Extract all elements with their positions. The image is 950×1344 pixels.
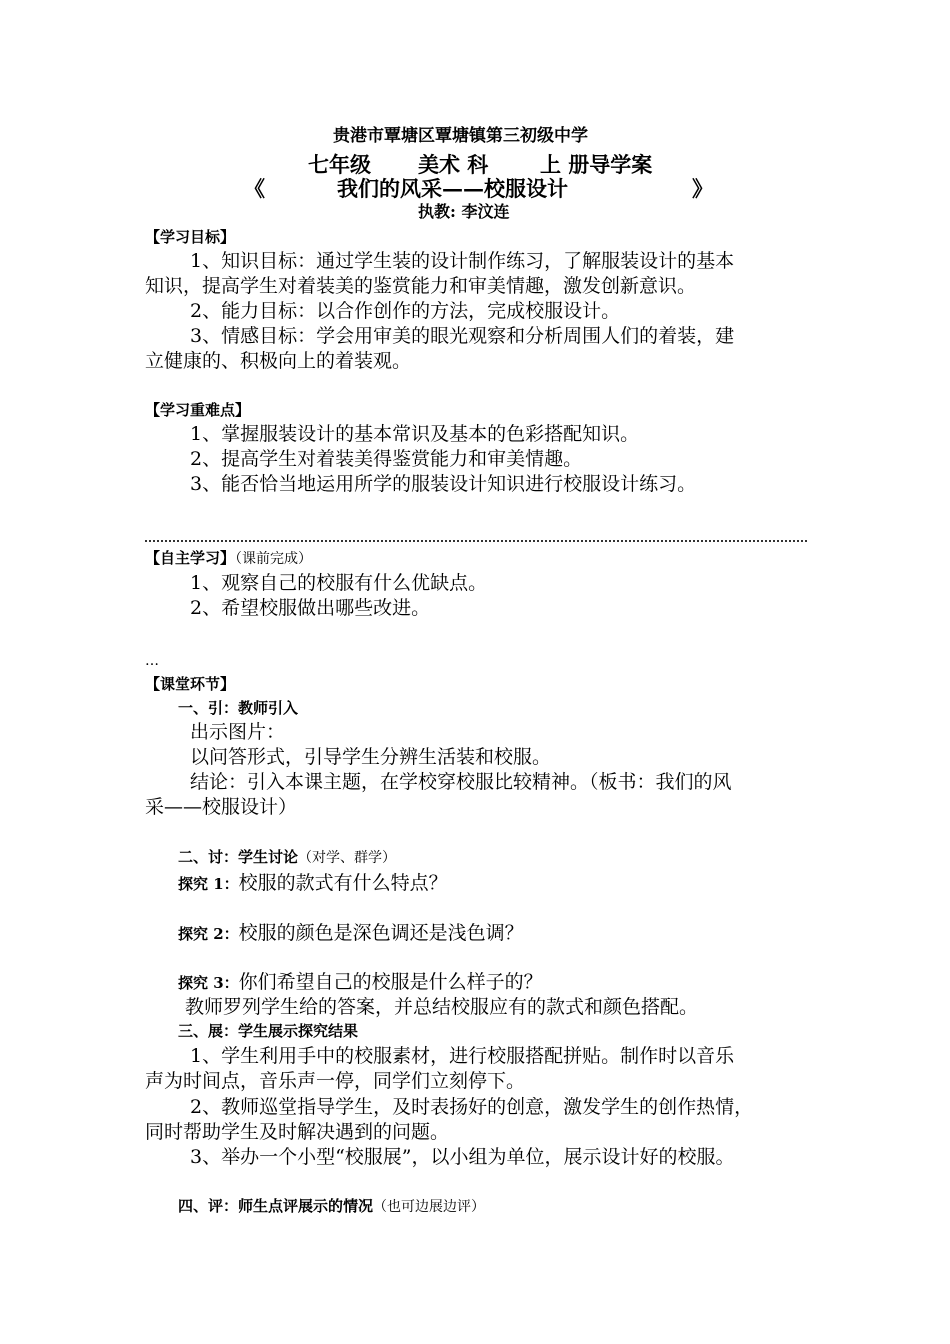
part4-title (178, 1199, 485, 1214)
part2-summary: 教师罗列学生给的答案，并总结校服应有的款式和颜色搭配。 (185, 996, 699, 1018)
part3-line: 同时帮助学生及时解决遇到的问题。 (145, 1121, 450, 1143)
part2-title (178, 850, 396, 865)
part3-line: 3、举办一个小型“校服展”，以小组为单位，展示设计好的校服。 (190, 1146, 735, 1168)
objectives-heading: 【学习目标】 (145, 228, 236, 246)
part4-title-text: 四、评：师生点评展示的情况 (178, 1197, 374, 1215)
lesson-title: 我们的风采——校服设计 (337, 176, 568, 201)
selfstudy-line: 2、希望校服做出哪些改进。 (190, 597, 431, 619)
part1-line: 采——校服设计） (145, 796, 298, 818)
inquiry-3-label: 探究 3： (178, 974, 239, 992)
objectives-line: 立健康的、积极向上的着装观。 (145, 350, 412, 372)
objectives-line: 知识，提高学生对着装美的鉴赏能力和审美情趣，激发创新意识。 (145, 275, 697, 297)
objectives-line: 1、知识目标：通过学生装的设计制作练习，了解服装设计的基本 (190, 250, 735, 272)
inquiry-1 (178, 874, 448, 893)
dotted-divider (145, 540, 807, 542)
selfstudy-heading (145, 551, 312, 566)
keypoints-line: 2、提高学生对着装美得鉴赏能力和审美情趣。 (190, 448, 583, 470)
teacher-line: 执教: 李汶连 (418, 202, 510, 221)
part2-title-text: 二、讨：学生讨论 (178, 848, 299, 866)
ellipsis-mark: … (145, 653, 159, 669)
part2-note: （对学、群学） (298, 850, 397, 866)
inquiry-3-text: 你们希望自己的校服是什么样子的？ (238, 971, 543, 993)
keypoints-line: 1、掌握服装设计的基本常识及基本的色彩搭配知识。 (190, 423, 640, 445)
close-quote: 》 (692, 176, 713, 201)
school-name: 贵港市覃塘区覃塘镇第三初级中学 (333, 126, 588, 146)
part4-note: （也可边展边评） (373, 1199, 486, 1215)
subject-label: 美术 科 (418, 152, 489, 177)
part3-line: 2、教师巡堂指导学生，及时表扬好的创意，激发学生的创作热情， (190, 1096, 754, 1118)
open-quote: 《 (244, 176, 265, 201)
volume-label: 上 册导学案 (540, 152, 653, 177)
inquiry-1-label: 探究 1： (178, 875, 239, 893)
selfstudy-heading-text: 【自主学习】 (145, 549, 236, 567)
part1-title: 一、引：教师引入 (178, 699, 299, 717)
classroom-heading: 【课堂环节】 (145, 675, 236, 693)
inquiry-2-text: 校服的颜色是深色调还是浅色调？ (238, 922, 524, 944)
part1-line: 结论：引入本课主题，在学校穿校服比较精神。（板书：我们的风 (190, 771, 732, 793)
part3-line: 1、学生利用手中的校服素材，进行校服搭配拼贴。制作时以音乐 (190, 1045, 735, 1067)
objectives-line: 2、能力目标：以合作创作的方法，完成校服设计。 (190, 300, 621, 322)
inquiry-1-text: 校服的款式有什么特点？ (238, 872, 448, 894)
inquiry-2-label: 探究 2： (178, 925, 239, 943)
selfstudy-note: （课前完成） (235, 551, 313, 567)
part1-line: 出示图片： (190, 721, 286, 743)
part1-line: 以问答形式，引导学生分辨生活装和校服。 (190, 746, 552, 768)
grade-label: 七年级 (308, 152, 371, 177)
inquiry-2 (178, 924, 524, 943)
keypoints-heading: 【学习重难点】 (145, 401, 251, 419)
objectives-line: 3、情感目标：学会用审美的眼光观察和分析周围人们的着装，建 (190, 325, 735, 347)
keypoints-line: 3、能否恰当地运用所学的服装设计知识进行校服设计练习。 (190, 473, 697, 495)
inquiry-3 (178, 973, 543, 992)
selfstudy-line: 1、观察自己的校服有什么优缺点。 (190, 572, 488, 594)
part3-title: 三、展：学生展示探究结果 (178, 1022, 359, 1040)
part3-line: 声为时间点，音乐声一停，同学们立刻停下。 (145, 1070, 526, 1092)
